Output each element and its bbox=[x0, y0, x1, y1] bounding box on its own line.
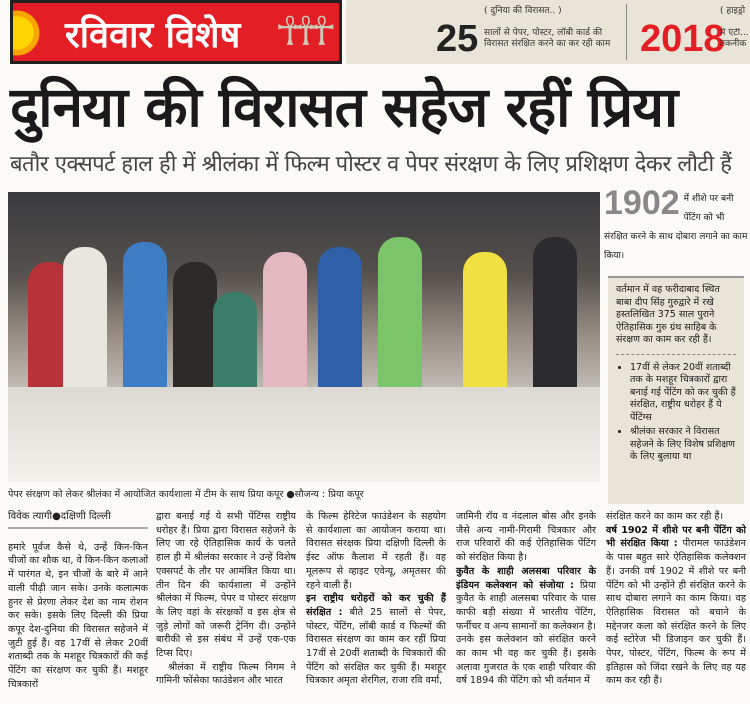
group-photo bbox=[8, 192, 600, 482]
divider bbox=[626, 4, 627, 60]
section-title: रविवार विशेष bbox=[65, 15, 241, 56]
highlights-box bbox=[608, 276, 744, 504]
fact-box bbox=[604, 186, 750, 262]
highlight-bullet: • श्रीलंका सरकार ने विरासत सहेजने के लिए विशेष प्रशिक्षण के लिए बुलाया था bbox=[630, 426, 736, 464]
subheading: कुवैत के शाही अलसबा परिवार के इंडियन कलेक्शन को संजोया : bbox=[456, 565, 596, 591]
teaser-tag: ( हाइड्रो bbox=[720, 6, 746, 16]
article-column-1 bbox=[8, 510, 148, 691]
teaser-number: 2018 bbox=[640, 18, 725, 60]
article-text: पीरामल फाउंडेशन के पास बहुत सारे ऐतिहासिक कलेक्शन हैं। उनकी वर्ष 1902 में शीशे पर बनी पेंटिंग को भी उन्होंने ही संरक्षित करने के साथ दोबारा लगाने का काम किया। वह ऐतिहासिक विरासत को बचाने के मद्देनजर कला को संरक्षित करने के लिए कई स्टोरेज भी डिजाइन कर चुकी हैं। पेपर, पोस्टर, पेंटिंग, फिल्म के रूप में इतिहास को जिंदा रखने के लिए वह यह काम कर रही हैं। bbox=[606, 538, 746, 687]
subheading: इन राष्ट्रीय धरोहरों को कर चुकी हैं संरक्षित : bbox=[306, 593, 446, 618]
article-text: प्रिया कुवैत के शाही अलसबा परिवार के पास काफी बड़ी संख्या में भारतीय पेंटिंग, फर्नीचर व अन्य सामानों का कलेक्शन है। उनके इस कलेक्शन को संरक्षित करने का काम भी वह कर चुकी हैं। इसके अलावा गुजरात के एक शाही परिवार की वर्ष 1894 की पेंटिंग को भी वर्तमान में bbox=[456, 579, 596, 687]
article-text: बीते 25 सालों से पेपर, पोस्टर, पेंटिंग, लॉबी कार्ड व फिल्मों की विरासत संरक्षण का काम कर रहीं प्रिया 17वीं से 20वीं शताब्दी के चित्रकारों की पेंटिंग को संरक्षित कर चुकी हैं। मशहूर चित्रकार अमृता शेरगिल, राजा रवि वर्मा, bbox=[306, 606, 447, 687]
teaser-strip bbox=[346, 0, 750, 64]
article-text: द्वारा बनाई गई ये सभी पेंटिंग्स राष्ट्रीय धरोहर हैं। प्रिया द्वारा विरासत सहेजने के लिए जा रहे ऐतिहासिक कार्य के चलते हाल ही में श्रीलंका सरकार ने उन्हें विशेष एक्सपर्ट के तौर पर आमंत्रित किया था। तीन दिन की कार्यशाला में उन्होंने श्रीलंका में फिल्म, पेपर व पोस्टर संरक्षण के लिए वहां के संरक्षकों व इस क्षेत्र से जुड़े लोगों को जरूरी ट्रेनिंग दी। उन्होंने बारीकी से इस संबंध में उन्हें एक-एक टिप्स दिए। bbox=[156, 511, 296, 660]
teaser-text: में एंटी... तकनीक bbox=[720, 28, 749, 49]
sun-logo-icon bbox=[10, 7, 43, 59]
article-text: के फिल्म हेरिटेज फाउंडेशन के सहयोग से कार्यशाला का आयोजन कराया था। विरासत संरक्षक प्रिया दक्षिणी दिल्ली के ईस्ट ऑफ कैलाश में रहती हैं। वह मूलरूप से व्हाइट एवेन्यू, अमृतसर की रहने वाली हैं। bbox=[306, 511, 446, 591]
teaser-tag: ( दुनिया की विरासत.. ) bbox=[484, 6, 562, 16]
teaser-number: 25 bbox=[436, 18, 479, 60]
highlight-intro: वर्तमान में वह फरीदाबाद स्थित बाबा दीप सिंह गुरुद्वारे में रखे हस्तलिखित 375 साल पुराने ऐतिहासिक गुरु ग्रंथ साहिब के संरक्षण का काम कर रही हैं। bbox=[616, 284, 720, 345]
article-column-2 bbox=[156, 510, 296, 688]
article-column-4 bbox=[456, 510, 596, 688]
subheadline: बतौर एक्सपर्ट हाल ही में श्रीलंका में फिल्म पोस्टर व पेपर संरक्षण के लिए प्रशिक्षण देकर लौटी हैं bbox=[10, 152, 732, 177]
article-text: हमारे पूर्वज कैसे थे, उन्हें किन-किन चीजों का शौक था, वे किन-किन कलाओं में पारंगत थे, इन चीजों के बारे में आने वाली पीढ़ी जान सके। उनके कलात्मक हुनर से प्रेरणा लेकर देश का नाम रोशन कर सके। इसके लिए दिल्ली की प्रिया कपूर देश-दुनिया की विरासत सहेजने में जुटी हुई हैं। वह 17वीं से लेकर 20वीं शताब्दी तक के मशहूर चित्रकारों की कई पेंटिंग का संरक्षण कर चुकी हैं। मशहूर चित्रकारों bbox=[8, 541, 148, 690]
dancing-figures-icon: ☥☥☥ bbox=[275, 9, 323, 55]
section-masthead bbox=[10, 0, 342, 64]
fact-text: में शीशे पर बनी पेंटिंग को भी संरक्षित करने के साथ दोबारा लगाने का काम किया। bbox=[604, 194, 748, 261]
article-text: श्रीलंका में राष्ट्रीय फिल्म निगम ने गामिनी फोंसेका फाउंडेशन और भारत bbox=[156, 661, 296, 687]
article-text: संरक्षित करने का काम कर रही हैं। bbox=[606, 511, 724, 522]
byline: विवेक त्यागी●दक्षिणी दिल्ली bbox=[8, 510, 148, 529]
article-text: जामिनी रॉय व नंदलाल बोस और इनके जैसे अन्य नामी-गिरामी चित्रकार और राज परिवारों की कई ऐतिहासिक पेंटिंग को संरक्षित किया है। bbox=[456, 511, 596, 564]
photo-caption: पेपर संरक्षण को लेकर श्रीलंका में आयोजित कार्यशाला में टीम के साथ प्रिया कपूर ●सौजन्य : प्रिया कपूर bbox=[8, 489, 364, 500]
headline: दुनिया की विरासत सहेज रहीं प्रिया bbox=[10, 75, 678, 139]
article-column-5 bbox=[606, 510, 746, 688]
divider bbox=[616, 354, 736, 355]
fact-number: 1902 bbox=[604, 184, 680, 222]
subheading: वर्ष 1902 में शीशे पर बनी पेंटिंग को भी संरक्षित किया : bbox=[606, 524, 746, 550]
teaser-text: सालों से पेपर, पोस्टर, लॉबी कार्ड की विरासत संरक्षित करने का कर रही काम bbox=[484, 28, 611, 49]
article-column-3 bbox=[306, 510, 446, 688]
highlight-bullet: • 17वीं से लेकर 20वीं शताब्दी तक के मशहूर चित्रकारों द्वारा बनाई गई पेंटिंग को कर चुकी हैं संरक्षित, राष्ट्रीय धरोहर हैं ये पेंटिंग्स bbox=[630, 362, 736, 425]
